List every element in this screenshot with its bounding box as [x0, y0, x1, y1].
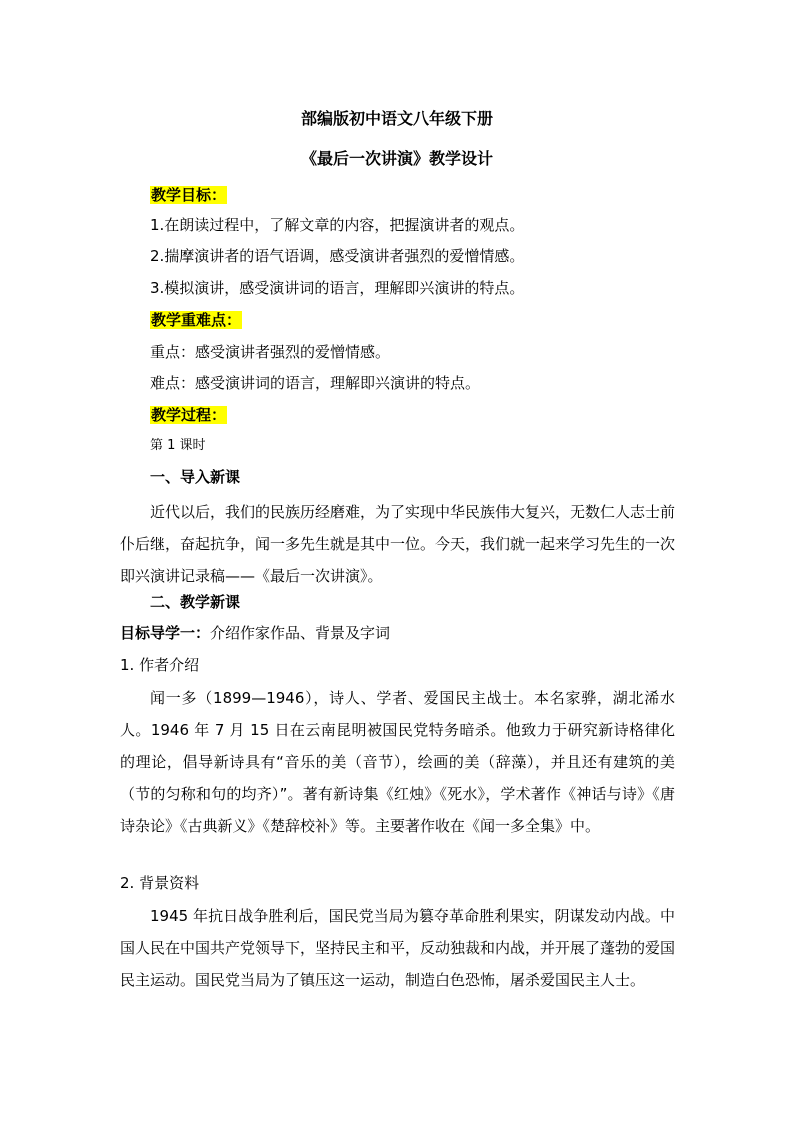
section2-heading: 二、教学新课 — [150, 593, 241, 611]
process-heading-text: 教学过程： — [151, 406, 227, 424]
author-paragraph: 闻一多（1899—1946），诗人、学者、爱国民主战士。本名家骅，湖北浠水人。1946 年 7 月 15 日在云南昆明被国民党特务暗杀。他致力于研究新诗格律化的理论，倡导新诗具有“音乐的美（音节），绘画的美（辞藻），并且还有建筑的美（节的匀称和句的均齐）”。著有新诗集《红烛》《死水》，学术著作《神话与诗》《唐诗杂论》《古典新义》《楚辞校补》等。主要著作收在《闻一多全集》中。 — [120, 689, 675, 835]
objectives-heading-text: 教学目标： — [151, 186, 227, 204]
guide-label: 目标导学一： — [120, 624, 211, 642]
section1-heading: 一、导入新课 — [150, 468, 241, 486]
author-heading: 1. 作者介绍 — [120, 656, 200, 674]
background-heading: 2. 背景资料 — [120, 874, 200, 892]
process-heading — [150, 404, 227, 426]
section1-paragraph: 近代以后，我们的民族历经磨难，为了实现中华民族伟大复兴，无数仁人志士前仆后继，奋起抗争，闻一多先生就是其中一位。今天，我们就一起来学习先生的一次即兴演讲记录稿——《最后一次讲演》。 — [120, 503, 676, 585]
objective-3: 3.模拟演讲，感受演讲词的语言，理解即兴演讲的特点。 — [150, 279, 525, 297]
lesson-label: 第 1 课时 — [150, 438, 206, 453]
document-title: 部编版初中语文八年级下册 — [300, 109, 493, 128]
difficult-point: 难点：感受演讲词的语言，理解即兴演讲的特点。 — [150, 374, 481, 392]
guide-line — [120, 622, 390, 644]
background-paragraph: 1945 年抗日战争胜利后，国民党当局为篡夺革命胜利果实，阴谋发动内战。中国人民在中国共产党领导下，坚持民主和平，反动独裁和内战，并开展了蓬勃的爱国民主运动。国民党当局为了镇压这一运动，制造白色恐怖，屠杀爱国民主人士。 — [120, 907, 676, 989]
key-heading — [150, 309, 242, 331]
guide-text: 介绍作家作品、背景及字词 — [210, 624, 391, 642]
key-point: 重点：感受演讲者强烈的爱憎情感。 — [150, 343, 391, 361]
document-subtitle: 《最后一次讲演》教学设计 — [300, 149, 493, 168]
objectives-heading — [150, 184, 227, 206]
key-heading-text: 教学重难点： — [151, 311, 242, 329]
objective-1: 1.在朗读过程中，了解文章的内容，把握演讲者的观点。 — [150, 216, 525, 234]
objective-2: 2.揣摩演讲者的语气语调，感受演讲者强烈的爱憎情感。 — [150, 247, 525, 265]
